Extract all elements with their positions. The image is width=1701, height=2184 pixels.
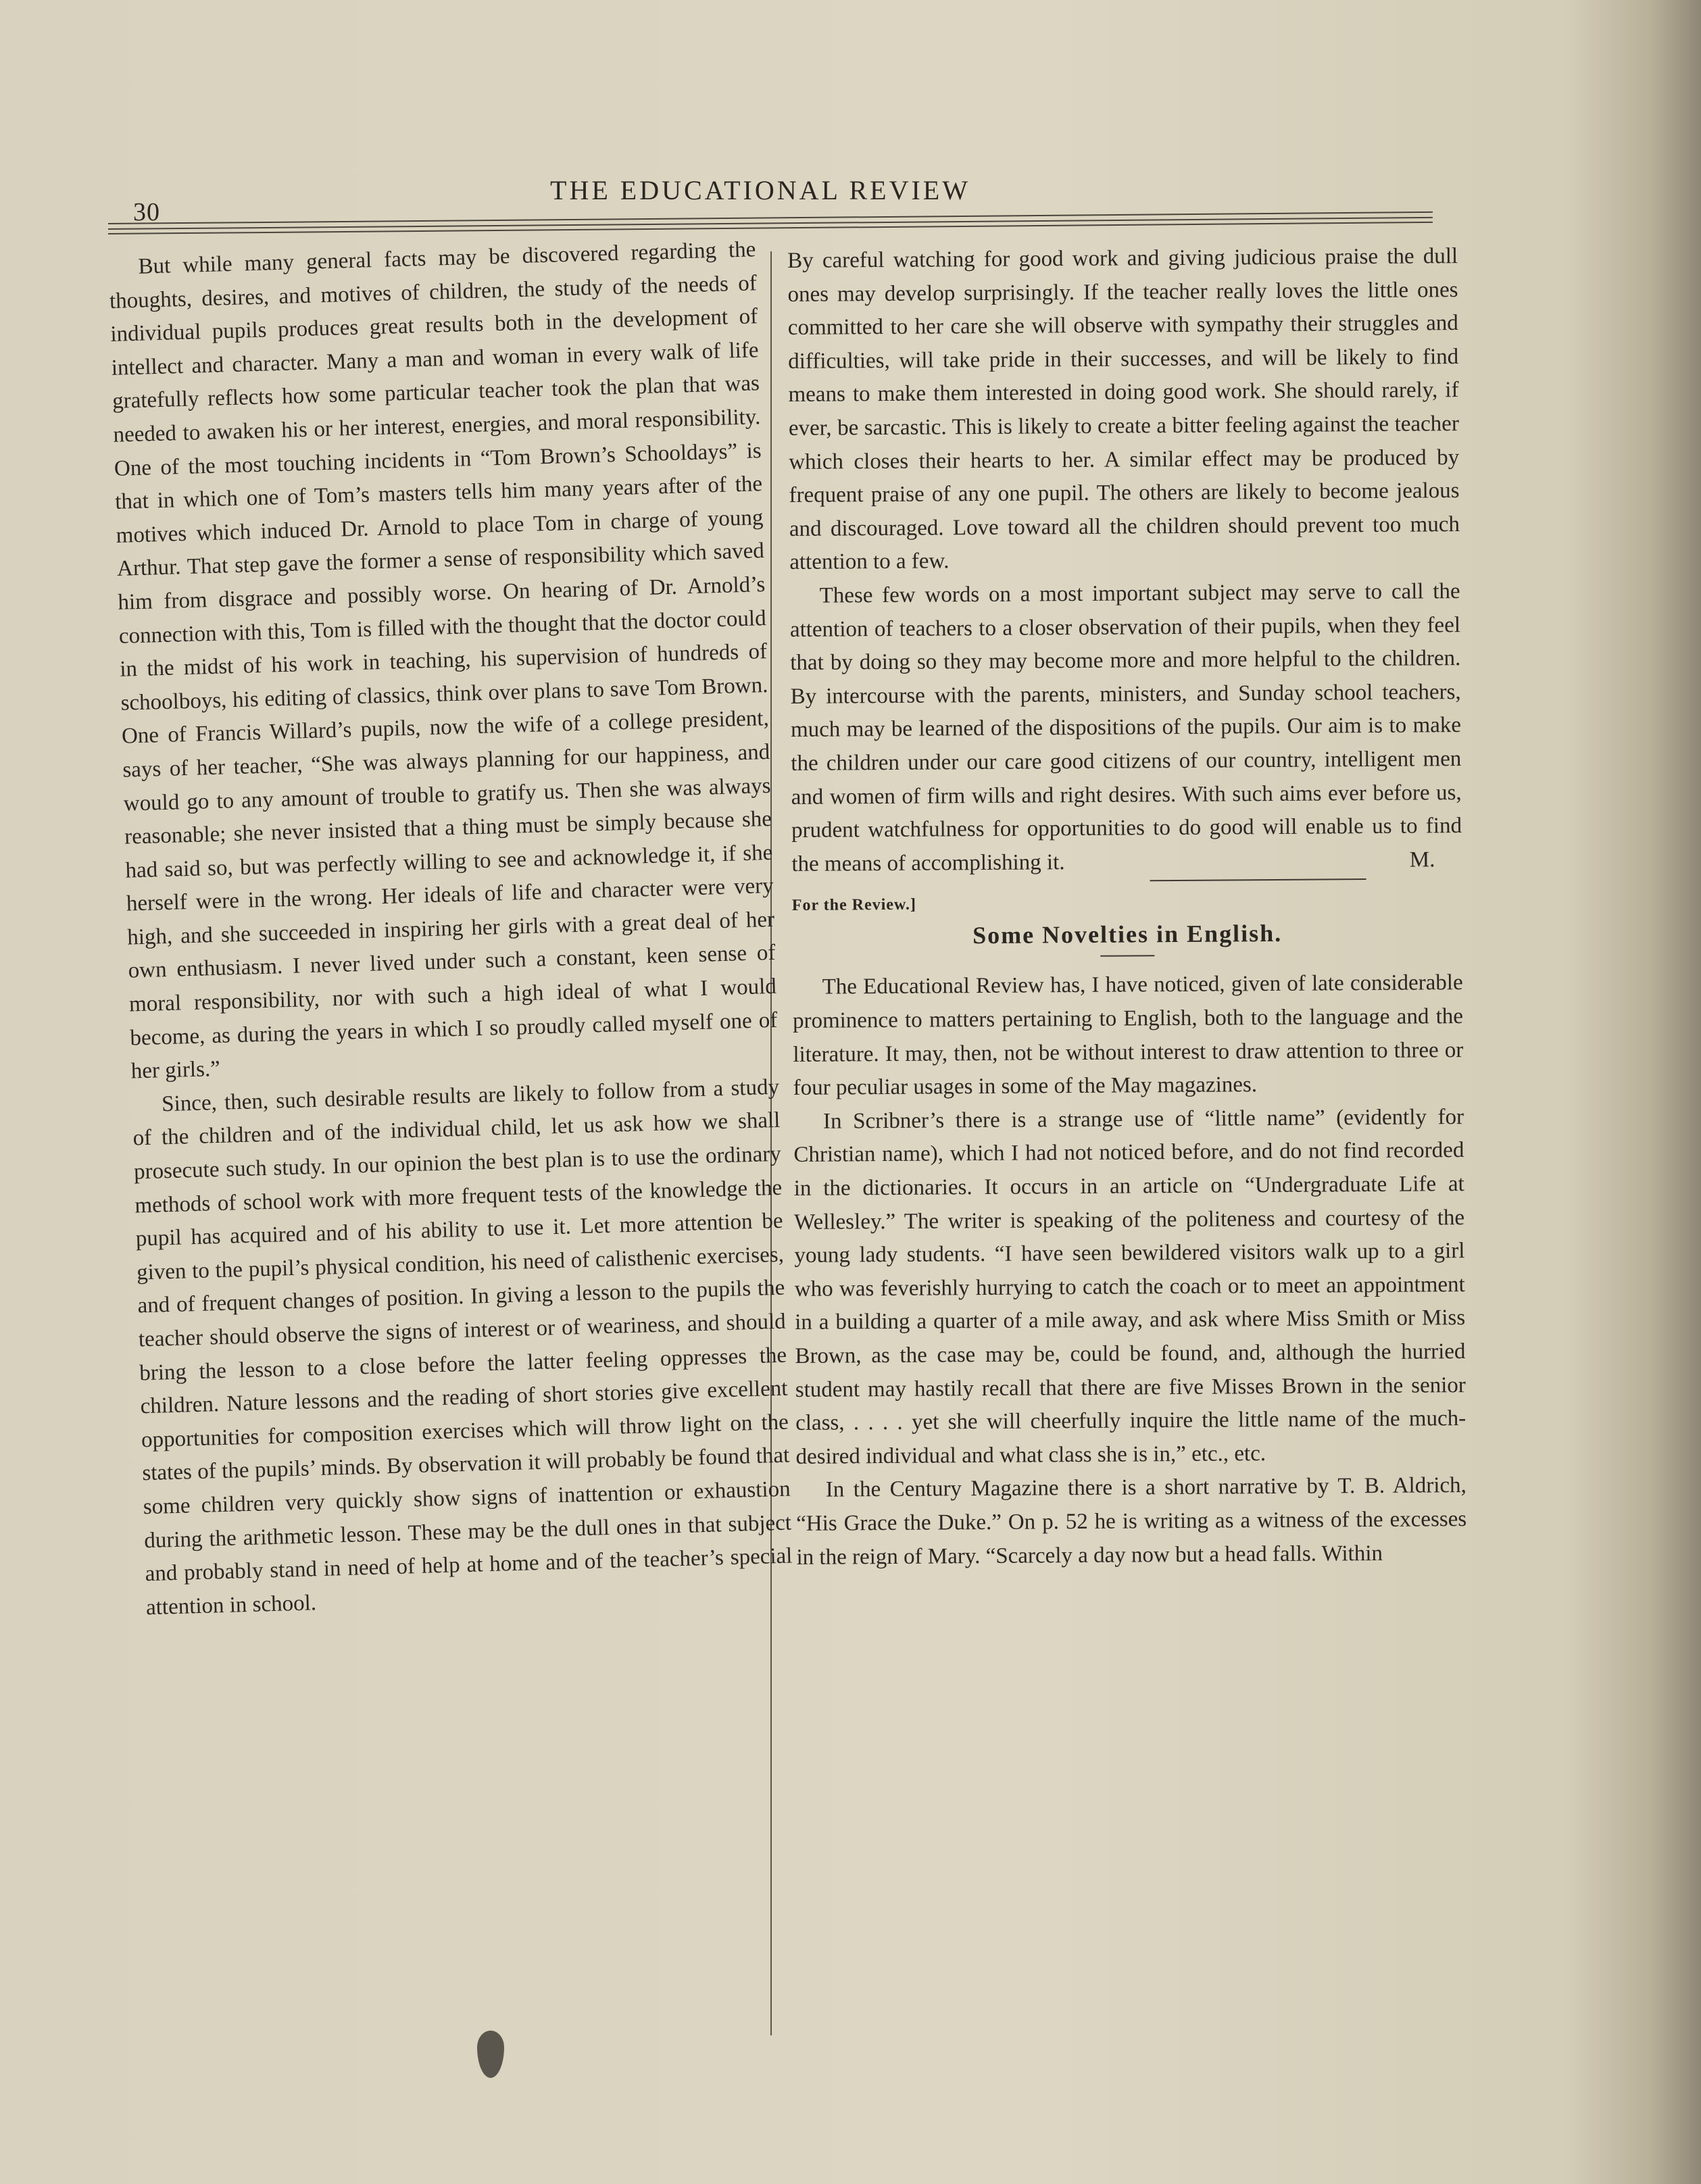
right-paragraph-text: These few words on a most important subject may serve to call the attention of teachers to a closer observation of their pupils, when they feel that by doing so they may become more and more helpful to the children. By intercourse with the parents, ministers, and Sunday school teachers, much may be learned of the dispositions of the pupils. Our aim is to make the children under our care good citizens of our country, intelligent men and women of firm wills and right desires. With such aims ever before us, prudent watchfulness for opportunities to do good will enable us to find the means of accomplishing it. [789,578,1462,876]
right-paragraph: By careful watching for good work and giving judicious praise the dull ones may develop surprisingly. If the teacher really loves the little ones committed to her care she will observe with sympathy their struggles and difficulties, will take pride in their successes, and will be likely to find means to make them interested in doing good work. She should rarely, if ever, be sarcastic. This is likely to create a bitter feeling against the teacher which closes their hearts to her. A similar effect may be produced by frequent praise of any one pupil. The others are likely to become jealous and discouraged. Love toward all the children should prevent too much attention to a few. [787,244,1460,575]
right-column [787,240,1467,1574]
ink-blot-mark [477,2031,504,2078]
section-paragraph: In Scribner’s there is a strange use of “little name” (evidently for Christian name), which I had not noticed before, and do not find recorded in the dictionaries. It occurs in an article on “Undergraduate Life at Wellesley.” The writer is speaking of the politeness and courtesy of the young lady students. “I have seen bewildered visitors walk up to a girl who was feverishly hurrying to catch the coach or to meet an appointment in a building a quarter of a mile away, and ask where Miss Smith or Miss Brown, as the case may be, could be found, and, although the hurried student may hastily recall that there are five Misses Brown in the senior class, . . . . yet she will cheerfully inquire the little name of the much-desired individual and what class she is in,” etc., etc. [793,1104,1466,1469]
section-paragraph: The Educational Review has, I have noticed, given of late considerable prominence to matters pertaining to English, both to the language and the literature. It may, then, not be without interest to draw attention to three or four peculiar usages in some of the May magazines. [792,970,1464,1101]
title-underline-rule [1100,956,1154,958]
right-paragraph [789,575,1462,881]
section-source-note: For the Review.] [791,895,917,915]
left-paragraph: But while many general facts may be discovered regarding the thoughts, desires, and motives of children, the study of the needs of individual pupils produces great results both in the development of intellect and character. Many a man and woman in every walk of life gratefully reflects how some particular teacher took the plan that was needed to awaken his or her interest, energies, and moral responsibility. One of the most touching incidents in “Tom Brown’s Schooldays” is that in which one of Tom’s masters tells him many years after of the motives which induced Dr. Arnold to place Tom in charge of young Arthur. That step gave the former a sense of responsibility which saved him from disgrace and possibly worse. On hearing of Dr. Arnold’s connection with this, Tom is filled with the thought that the doctor could in the midst of his work in teaching, his supervision of hundreds of schoolboys, his editing of classics, think over plans to save Tom Brown. One of Francis Willard’s pupils, now the wife of a college president, says of her teacher, “She was always planning for our happiness, and would go to any amount of trouble to gratify us. Then she was always reasonable; she never insisted that a thing must be simply because she had said so, but was perfectly willing to see and acknowledge it, if she herself were in the wrong. Her ideals of life and character were very high, and she succeeded in inspiring her girls with a great deal of her own enthusiasm. I never lived under such a constant, keen sense of moral responsibility, nor with such a high ideal of what I would become, as during the years in which I so proudly called myself one of her girls.” [109,237,778,1084]
page-number: 30 [133,198,160,226]
article-separator-rule [1150,878,1366,881]
section-paragraph: In the Century Magazine there is a short narrative by T. B. Aldrich, “His Grace the Duke.” On p. 52 he is writing as a witness of the excesses in the reign of Mary. “Scarcely a day now but a head falls. Within [796,1473,1467,1570]
author-initials: M. [1409,847,1435,872]
left-paragraph: Since, then, such desirable results are likely to follow from a study of the children and of the individual child, let us ask how we shall prosecute such study. In our opinion the best plan is to use the ordinary methods of school work with more frequent tests of the knowledge the pupil has acquired and of his ability to use it. Let more attention be given to the pupil’s physical condition, his need of calisthenic exercises, and of frequent changes of position. In giving a lesson to the pupils the teacher should observe the signs of interest or of weariness, and should bring the lesson to a close before the latter feeling oppresses the children. Nature lessons and the reading of short stories give excellent opportunities for composition exercises which will throw light on the states of the pupils’ minds. By observation it will probably be found that some children very quickly show signs of inattention or exhaustion during the arithmetic lesson. These may be the dull ones in that subject and probably stand in need of help at home and of the teacher’s special attention in school. [132,1074,793,1620]
left-column [108,233,793,1624]
running-head: THE EDUCATIONAL REVIEW [550,175,970,205]
section-title: Some Novelties in English. [972,919,1283,949]
